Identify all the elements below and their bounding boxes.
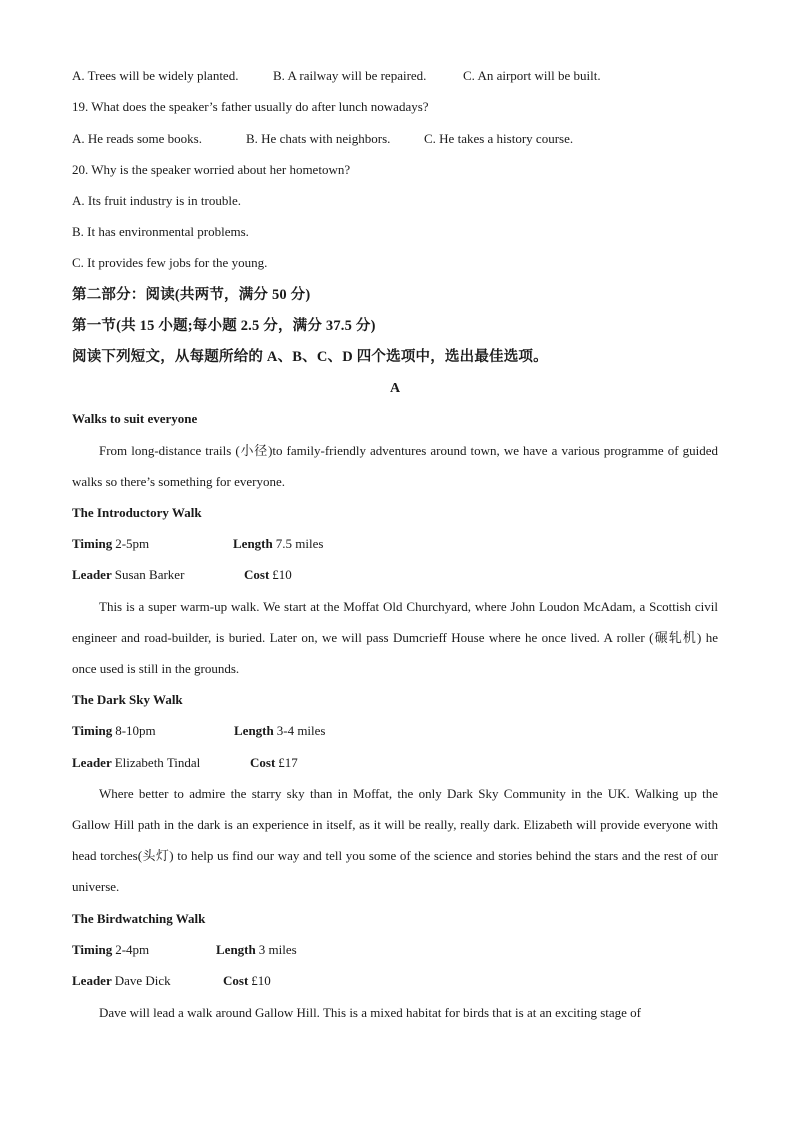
q19-option-a: A. He reads some books.	[72, 131, 202, 146]
walk-3-cost	[223, 973, 271, 989]
walk-1-name: The Introductory Walk	[72, 505, 202, 520]
length-label: Length	[216, 942, 256, 957]
q18-option-a: A. Trees will be widely planted.	[72, 68, 239, 83]
q18-options	[72, 68, 601, 84]
walk-1-timing	[72, 536, 233, 552]
leader-label: Leader	[72, 567, 112, 582]
walk-3-leader	[72, 973, 223, 989]
article-intro: From long-distance trails (小径)to family-friendly adventures around town, we have a various programme of guided walks so there’s something for everyone.	[72, 443, 718, 489]
walk-2-timing	[72, 723, 234, 739]
q20-question: 20. Why is the speaker worried about her hometown?	[72, 162, 351, 177]
length-value: 7.5 miles	[275, 536, 324, 551]
q19-question: 19. What does the speaker’s father usually do after lunch nowadays?	[72, 99, 429, 114]
q20-option-b: B. It has environmental problems.	[72, 224, 249, 239]
timing-value: 8-10pm	[115, 723, 156, 738]
leader-label: Leader	[72, 755, 112, 770]
cost-value: £17	[278, 755, 298, 770]
length-label: Length	[233, 536, 273, 551]
timing-label: Timing	[72, 723, 113, 738]
leader-label: Leader	[72, 973, 112, 988]
walk-2-leader-row	[72, 755, 298, 771]
walk-1-leader	[72, 567, 244, 583]
walk-2-length	[234, 723, 325, 739]
cost-value: £10	[272, 567, 292, 582]
length-value: 3-4 miles	[276, 723, 326, 738]
section-instruction: 阅读下列短文，从每题所给的 A、B、C、D 四个选项中，选出最佳选项。	[72, 349, 548, 365]
section-sub-title: 第一节(共 15 小题;每小题 2.5 分，满分 37.5 分)	[72, 318, 376, 334]
q19-option-c: C. He takes a history course.	[424, 131, 574, 146]
cost-label: Cost	[244, 567, 270, 582]
walk-3-name: The Birdwatching Walk	[72, 911, 206, 926]
passage-letter: A	[389, 381, 401, 396]
q19-option-b: B. He chats with neighbors.	[246, 131, 391, 146]
q18-option-b: B. A railway will be repaired.	[273, 68, 427, 83]
walk-1-description: This is a super warm-up walk. We start at the Moffat Old Churchyard, where John Loudon McAdam, a Scottish civil engineer and road-builder, is buried. Later on, we will pass Dumcrieff House where he once lived. A roller (碾轧机) he once used is still in the grounds.	[72, 599, 718, 676]
length-label: Length	[234, 723, 274, 738]
walk-1-length	[233, 536, 323, 552]
article-title: Walks to suit everyone	[72, 411, 198, 426]
walk-3-timing	[72, 942, 216, 958]
walk-2-description: Where better to admire the starry sky than in Moffat, the only Dark Sky Community in the UK. Walking up the Gallow Hill path in the dark is an experience in itself, as it will be really, really dark. Elizabeth will provide everyone with head torches(头灯) to help us find our way and tell you some of the science and stories behind the stars and the rest of our universe.	[72, 786, 718, 894]
q20-option-a: A. Its fruit industry is in trouble.	[72, 193, 241, 208]
cost-label: Cost	[223, 973, 249, 988]
timing-label: Timing	[72, 536, 113, 551]
timing-label: Timing	[72, 942, 113, 957]
walk-2-name: The Dark Sky Walk	[72, 692, 183, 707]
walk-2-cost	[250, 755, 298, 771]
q18-option-c: C. An airport will be built.	[463, 68, 601, 83]
cost-label: Cost	[250, 755, 276, 770]
timing-value: 2-4pm	[115, 942, 150, 957]
walk-1-leader-row	[72, 567, 292, 583]
section-part-title: 第二部分：阅读(共两节，满分 50 分)	[72, 287, 311, 303]
walk-3-description: Dave will lead a walk around Gallow Hill. This is a mixed habitat for birds that is at an exciting stage of	[99, 1005, 642, 1020]
cost-value: £10	[251, 973, 271, 988]
walk-3-leader-row	[72, 973, 271, 989]
walk-2-leader	[72, 755, 250, 771]
leader-value: Susan Barker	[114, 567, 185, 582]
walk-3-length	[216, 942, 297, 958]
walk-2-timing-row	[72, 723, 325, 739]
leader-value: Dave Dick	[114, 973, 171, 988]
length-value: 3 miles	[258, 942, 297, 957]
q19-options	[72, 131, 573, 147]
walk-1-timing-row	[72, 536, 323, 552]
leader-value: Elizabeth Tindal	[114, 755, 201, 770]
walk-3-timing-row	[72, 942, 297, 958]
walk-1-cost	[244, 567, 292, 583]
q20-option-c: C. It provides few jobs for the young.	[72, 255, 268, 270]
timing-value: 2-5pm	[115, 536, 150, 551]
